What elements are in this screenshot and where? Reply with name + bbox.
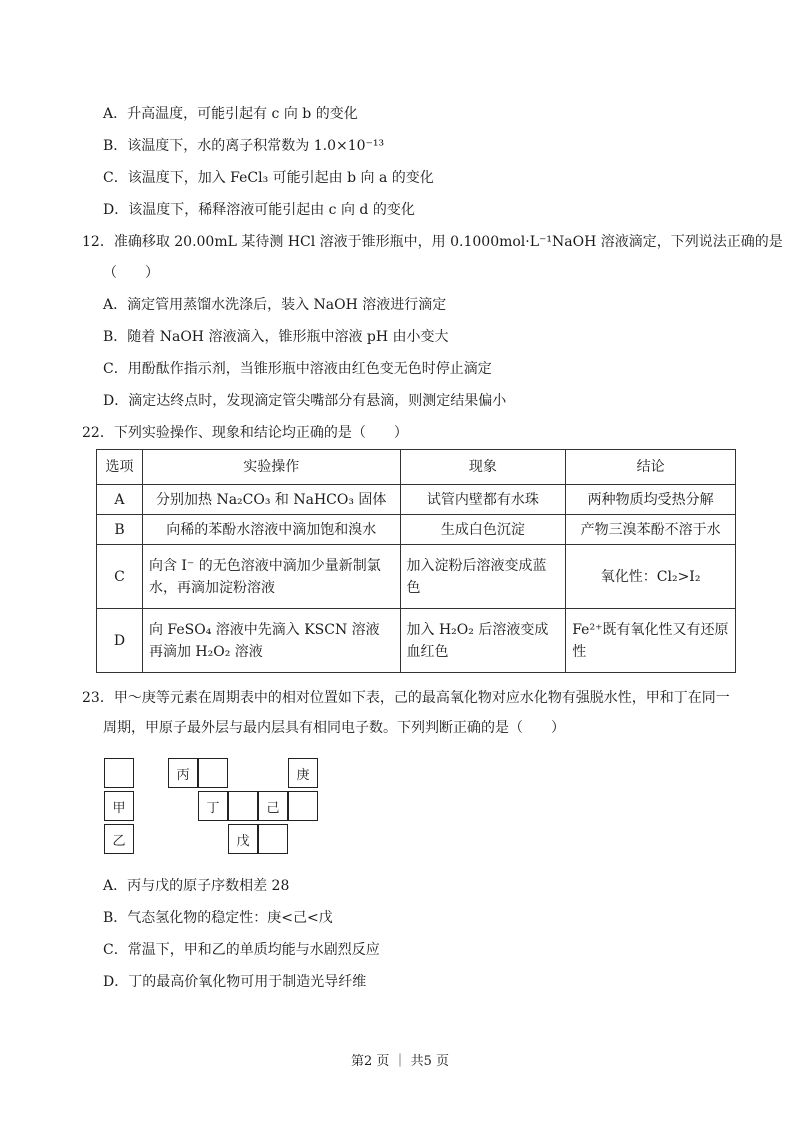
row-conclusion: 产物三溴苯酚不溶于水 xyxy=(566,515,736,545)
empty-cell xyxy=(198,758,228,788)
row-label: C xyxy=(97,545,143,609)
q12-option-b: B．随着 NaOH 溶液滴入，锥形瓶中溶液 pH 由小变大 xyxy=(103,329,449,345)
q12-option-a: A．滴定管用蒸馏水洗涤后，装入 NaOH 溶液进行滴定 xyxy=(103,297,447,313)
q12-stem: 12．准确移取 20.00mL 某待测 HCl 溶液于锥形瓶中，用 0.1000mol·L⁻¹NaOH 溶液滴定，下列说法正确的是 xyxy=(82,234,783,250)
empty-cell xyxy=(258,824,288,854)
element-cell-jia: 甲 xyxy=(104,791,134,821)
q12-option-c: C．用酚酞作指示剂，当锥形瓶中溶液由红色变无色时停止滴定 xyxy=(103,361,492,377)
row-operation: 向 FeSO₄ 溶液中先滴入 KSCN 溶液再滴加 H₂O₂ 溶液 xyxy=(142,609,400,673)
row-operation: 向含 I⁻ 的无色溶液中滴加少量新制氯水，再滴加淀粉溶液 xyxy=(142,545,400,609)
q11-option-a: A．升高温度，可能引起有 c 向 b 的变化 xyxy=(103,106,358,122)
element-cell-ji: 己 xyxy=(258,791,288,821)
row-phenomenon: 加入 H₂O₂ 后溶液变成血红色 xyxy=(400,609,566,673)
header-operation: 实验操作 xyxy=(142,450,400,485)
q22-stem: 22．下列实验操作、现象和结论均正确的是（ ） xyxy=(82,425,408,441)
q11-option-b: B．该温度下，水的离子积常数为 1.0×10⁻¹³ xyxy=(103,138,385,154)
row-operation: 向稀的苯酚水溶液中滴加饱和溴水 xyxy=(142,515,400,545)
empty-cell xyxy=(288,791,318,821)
empty-cell xyxy=(228,791,258,821)
page-footer: 第2 页 ｜ 共5 页 xyxy=(350,1054,450,1069)
table-row xyxy=(97,609,736,673)
q22-table xyxy=(96,449,736,673)
element-cell-wu: 戊 xyxy=(228,824,258,854)
table-header-row xyxy=(97,450,736,485)
q12-answer-blank: （ ） xyxy=(103,265,159,281)
q11-option-d: D．该温度下，稀释溶液可能引起由 c 向 d 的变化 xyxy=(103,202,415,218)
table-row xyxy=(97,545,736,609)
q23-option-b: B．气态氢化物的稳定性：庚<己<戊 xyxy=(103,910,333,926)
q12-option-d: D．滴定达终点时，发现滴定管尖嘴部分有悬滴，则测定结果偏小 xyxy=(103,393,507,409)
row-label: A xyxy=(97,485,143,515)
empty-cell xyxy=(104,758,134,788)
row-label: D xyxy=(97,609,143,673)
element-cell-ding: 丁 xyxy=(198,791,228,821)
row-conclusion: 两种物质均受热分解 xyxy=(566,485,736,515)
element-cell-geng: 庚 xyxy=(288,758,318,788)
row-conclusion: 氧化性：Cl₂>I₂ xyxy=(566,545,736,609)
header-conclusion: 结论 xyxy=(566,450,736,485)
table-row xyxy=(97,485,736,515)
q23-option-d: D．丁的最高价氧化物可用于制造光导纤维 xyxy=(103,974,367,990)
row-operation: 分别加热 Na₂CO₃ 和 NaHCO₃ 固体 xyxy=(142,485,400,515)
header-option: 选项 xyxy=(97,450,143,485)
row-phenomenon: 生成白色沉淀 xyxy=(400,515,566,545)
table-row xyxy=(97,515,736,545)
q23-stem-line2: 周期，甲原子最外层与最内层具有相同电子数。下列判断正确的是（ ） xyxy=(103,720,565,736)
q11-option-c: C．该温度下，加入 FeCl₃ 可能引起由 b 向 a 的变化 xyxy=(103,170,434,186)
q23-option-c: C．常温下，甲和乙的单质均能与水剧烈反应 xyxy=(103,942,380,958)
header-phenomenon: 现象 xyxy=(400,450,566,485)
periodic-table-fragment xyxy=(104,758,336,858)
row-label: B xyxy=(97,515,143,545)
row-conclusion: Fe²⁺既有氧化性又有还原性 xyxy=(566,609,736,673)
row-phenomenon: 试管内壁都有水珠 xyxy=(400,485,566,515)
q23-stem-line1: 23．甲～庚等元素在周期表中的相对位置如下表，己的最高氧化物对应水化物有强脱水性，甲和丁在同一 xyxy=(82,690,730,706)
row-phenomenon: 加入淀粉后溶液变成蓝色 xyxy=(400,545,566,609)
element-cell-bing: 丙 xyxy=(168,758,198,788)
q23-option-a: A．丙与戊的原子序数相差 28 xyxy=(103,878,290,894)
element-cell-yi: 乙 xyxy=(104,824,134,854)
